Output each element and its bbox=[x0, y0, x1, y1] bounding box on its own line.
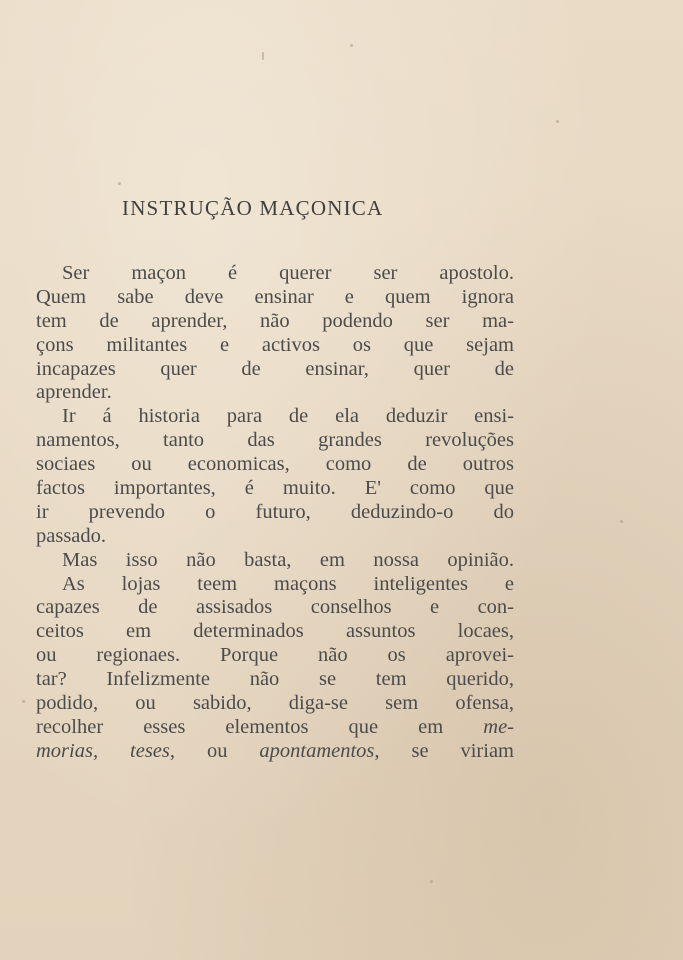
text-line: Ser maçon é querer ser apostolo. bbox=[62, 262, 514, 284]
italic-word: me- bbox=[483, 715, 514, 738]
paper-speck bbox=[22, 700, 25, 703]
text-line: aprender. bbox=[36, 381, 112, 404]
text-line: çons militantes e activos os que sejam bbox=[36, 333, 514, 356]
text-line: tem de aprender, não podendo ser ma- bbox=[36, 309, 514, 332]
text-line bbox=[36, 716, 514, 740]
paper-speck bbox=[262, 52, 264, 60]
paper-speck bbox=[118, 182, 121, 185]
text-line: podido, ou sabido, diga-se sem ofensa, bbox=[36, 692, 514, 715]
text-line: passado. bbox=[36, 524, 107, 547]
paper-speck bbox=[430, 880, 433, 883]
text-line: incapazes quer de ensinar, quer de bbox=[36, 357, 514, 380]
paper-speck bbox=[620, 520, 623, 523]
text-line: ceitos em determinados assuntos locaes, bbox=[36, 620, 514, 643]
italic-words: morias, teses bbox=[36, 739, 170, 762]
text-line: As lojas teem maçons inteligentes e bbox=[62, 572, 514, 595]
text-line-part: , se viriam bbox=[374, 739, 514, 762]
text-line: tar? Infelizmente não se tem querido, bbox=[36, 668, 514, 691]
body-text bbox=[36, 262, 514, 764]
text-line-part: recolher esses elementos que em bbox=[36, 715, 444, 738]
text-line bbox=[36, 740, 514, 764]
text-line: Quem sabe deve ensinar e quem ignora bbox=[36, 285, 514, 308]
italic-word: apontamentos bbox=[259, 739, 375, 762]
chapter-title: INSTRUÇÃO MAÇONICA bbox=[122, 196, 384, 220]
text-line-part: , ou bbox=[169, 739, 260, 762]
paper-speck bbox=[556, 120, 559, 123]
text-line: capazes de assisados conselhos e con- bbox=[36, 596, 514, 619]
text-line: sociaes ou economicas, como de outros bbox=[36, 453, 514, 476]
text-line: ou regionaes. Porque não os aprovei- bbox=[36, 644, 514, 667]
text-line: Mas isso não basta, em nossa opinião. bbox=[62, 548, 514, 571]
text-line: ir prevendo o futuro, deduzindo-o do bbox=[36, 500, 514, 523]
text-line: Ir á historia para de ela deduzir ensi- bbox=[62, 405, 514, 428]
paper-speck bbox=[350, 44, 353, 47]
text-line: factos importantes, é muito. E' como que bbox=[36, 477, 514, 500]
text-line: namentos, tanto das grandes revoluções bbox=[36, 429, 514, 452]
